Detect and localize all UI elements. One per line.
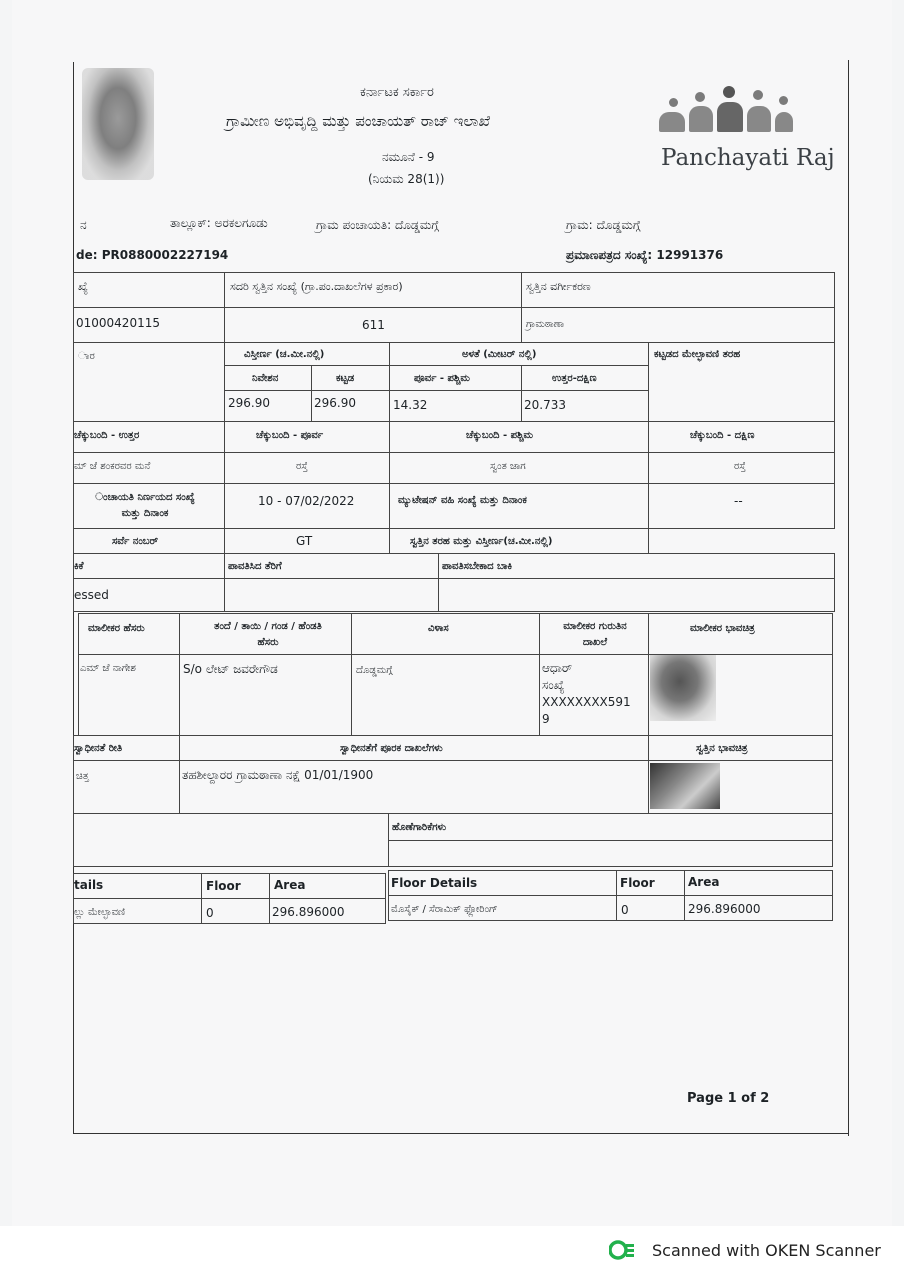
- value-id-doc: ಆಧಾರ್ ಸಂಖ್ಯೆ XXXXXXXX591 9: [542, 661, 631, 726]
- header-building: ಕಟ್ಟಡ: [336, 373, 355, 384]
- gram-panchayat-label: ಗ್ರಾಮ ಪಂಚಾಯತಿ: ದೊಡ್ಡಮಗ್ಗೆ: [316, 218, 439, 232]
- department-title: ಗ್ರಾಮೀಣ ಅಭಿವೃದ್ದಿ ಮತ್ತು ಪಂಚಾಯತ್ ರಾಜ್ ಇಲಾಖೆ: [226, 112, 490, 130]
- value-mutation: --: [734, 494, 743, 508]
- header-property-no: ಖ್ಯೆ: [78, 280, 88, 293]
- form-number: ನಮೂನೆ - 9: [382, 150, 435, 164]
- header-id-doc: ಮಾಲೀಕರ ಗುರುತಿನ ದಾಖಲೆ: [563, 621, 627, 648]
- header-owner-photo: ಮಾಲೀಕರ ಭಾವಚಿತ್ರ: [690, 623, 755, 634]
- header-area-right: Area: [688, 875, 720, 889]
- value-area-left: 296.896000: [272, 905, 345, 919]
- value-north-south: 20.733: [524, 398, 566, 412]
- header-dimensions: ಅಳತೆ (ಮೀಟರ್ ನಲ್ಲಿ): [462, 349, 537, 360]
- header-ownership-docs: ಸ್ವಾಧೀನತೆಗೆ ಪೂರಕ ದಾಖಲೆಗಳು: [340, 743, 443, 754]
- value-classification: ಗ್ರಾಮಠಾಣಾ: [526, 319, 565, 330]
- government-title: ಕರ್ನಾಟಕ ಸರ್ಕಾರ: [360, 85, 434, 100]
- frame-bottom: [73, 1133, 849, 1134]
- value-ownership-docs: ತಹಶೀಲ್ದಾರರ ಗ್ರಾಮಠಾಣಾ ನಕ್ಷೆ 01/01/1900: [182, 768, 374, 782]
- value-asset-no: 611: [362, 318, 385, 332]
- header-mutation: ಮ್ಯುಟೇಷನ್ ವಹಿ ಸಂಖ್ಯೆ ಮತ್ತು ದಿನಾಂಕ: [398, 495, 527, 506]
- value-floor-left: 0: [206, 906, 214, 920]
- header-floor-details-left: tails: [74, 878, 104, 892]
- header-classification: ಸ್ವತ್ತಿನ ವರ್ಗೀಕರಣ: [526, 280, 591, 293]
- header-boundary-east: ಚೆಕ್ಕುಬಂದಿ - ಪೂರ್ವ: [256, 430, 324, 441]
- header-asset-no: ಸದರಿ ಸ್ವತ್ತಿನ ಸಂಖ್ಯೆ (ಗ್ರಾ.ಪಂ.ದಾಖಲೆಗಳ ಪ್ರಕಾರ): [230, 280, 403, 293]
- header-tax-paid: ಪಾವತಿಸಿದ ತೆರಿಗೆ: [228, 561, 282, 572]
- value-property-no: 01000420115: [76, 316, 160, 330]
- header-north-south: ಉತ್ತರ-ದಕ್ಷಿಣ: [552, 373, 597, 384]
- header-area: ವಿಸ್ತೀರ್ಣ (ಚ.ಮೀ.ನಲ್ಲಿ): [244, 349, 325, 360]
- oken-scanner-icon: [609, 1240, 635, 1260]
- panchayati-raj-logo: [655, 78, 835, 178]
- meta-cut-label: ನ: [80, 218, 87, 232]
- value-east-west: 14.32: [393, 398, 428, 412]
- header-floor-right: Floor: [620, 876, 655, 890]
- header-owner-name: ಮಾಲೀಕರ ಹೆಸರು: [88, 623, 145, 634]
- header-survey: ಸರ್ವೆ ನಂಬರ್: [112, 536, 159, 547]
- village-label: ಗ್ರಾಮ: ದೊಡ್ಡಮಗ್ಗೆ: [566, 218, 641, 232]
- header-east-west: ಪೂರ್ವ - ಪಶ್ಚಿಮ: [414, 373, 470, 384]
- header-tax: ಕಿಕೆ: [74, 561, 84, 572]
- header-type: ಾರ: [78, 351, 95, 362]
- header-site: ನಿವೇಶನ: [252, 373, 279, 384]
- rule-number: (ನಿಯಮ 28(1)): [368, 172, 445, 186]
- header-relation-name: ತಂದೆ / ತಾಯಿ / ಗಂಡ / ಹೆಂಡತಿ ಹೆಸರು: [214, 621, 322, 648]
- header-liabilities: ಹೊಣೆಗಾರಿಕೆಗಳು: [392, 822, 447, 833]
- header-tax-due: ಪಾವತಿಸಬೇಕಾದ ಬಾಕಿ: [442, 561, 513, 572]
- header-boundary-west: ಚೆಕ್ಕುಬಂದಿ - ಪಶ್ಚಿಮ: [466, 430, 534, 441]
- header-resolution: ಂಚಾಯತಿ ನಿರ್ಣಯದ ಸಂಖ್ಯೆ ಮತ್ತು ದಿನಾಂಕ: [95, 492, 195, 519]
- value-owner-name: ಎಮ್ ಜೆ ನಾಗೇಶ: [80, 663, 136, 674]
- value-floor-details-right: ಮೊಸೈಕ್ / ಸೆರಾಮಿಕ್ ಫ್ಲೋರಿಂಗ್: [391, 904, 498, 915]
- owner-photo: [650, 655, 716, 721]
- value-address: ದೊಡ್ಡಮಗ್ಗೆ: [356, 665, 393, 676]
- value-boundary-east: ರಸ್ತೆ: [296, 461, 308, 472]
- header-asset-area-type: ಸ್ವತ್ತಿನ ತರಹ ಮತ್ತು ವಿಸ್ತೀರ್ಣ(ಚ.ಮೀ.ನಲ್ಲಿ): [410, 536, 553, 547]
- header-ownership-method: ಸ್ವಾಧೀನತೆ ರೀತಿ: [74, 743, 123, 754]
- header-floor-left: Floor: [206, 879, 241, 893]
- header-boundary-north: ಚೆಕ್ಕುಬಂದಿ - ಉತ್ತರ: [74, 430, 140, 441]
- taluk-label: ತಾಲ್ಲೂಕ್: ಅರಕಲಗೂಡು: [170, 216, 268, 230]
- frame-right: [848, 60, 849, 1136]
- value-tax-status: essed: [74, 588, 109, 602]
- certificate-number: ಪ್ರಮಾಣಪತ್ರದ ಸಂಖ್ಯೆ: 12991376: [566, 248, 724, 262]
- value-boundary-west: ಸ್ವಂತ ಜಾಗ: [490, 461, 526, 472]
- value-boundary-north: ಮ್ ಜೆ ಶಂಕರವರ ಮನೆ: [74, 461, 151, 472]
- cell-h-no: [73, 272, 225, 308]
- property-photo: [650, 763, 720, 809]
- header-roof-type: ಕಟ್ಟಡದ ಮೇಲ್ಛಾವಣಿ ತರಹ: [654, 349, 741, 360]
- value-relation-name: S/o ಲೇಟ್ ಜವರೇಗೌಡ: [183, 662, 278, 676]
- value-floor-right: 0: [621, 903, 629, 917]
- page-number: Page 1 of 2: [687, 1091, 770, 1106]
- header-area-left: Area: [274, 878, 306, 892]
- value-resolution: 10 - 07/02/2022: [258, 494, 355, 508]
- value-ownership-method: ಚಿತ್ತ: [76, 771, 89, 782]
- value-site-area: 296.90: [228, 396, 270, 410]
- header-floor-details-right: Floor Details: [391, 876, 478, 890]
- value-area-right: 296.896000: [688, 902, 761, 916]
- karnataka-emblem: [82, 68, 154, 180]
- property-code: de: PR0880002227194: [76, 248, 229, 262]
- value-boundary-south: ರಸ್ತೆ: [734, 461, 746, 472]
- value-survey: GT: [296, 534, 313, 548]
- header-property-photo: ಸ್ವತ್ತಿನ ಭಾವಚಿತ್ರ: [696, 743, 748, 754]
- value-floor-details-left: ಲ್ಲು ಮೇಲ್ಛಾವಣಿ: [74, 907, 126, 918]
- value-building-area: 296.90: [314, 396, 356, 410]
- header-address: ವಿಳಾಸ: [428, 623, 449, 634]
- header-boundary-south: ಚೆಕ್ಕುಬಂದಿ - ದಕ್ಷಿಣ: [690, 430, 755, 441]
- scanner-credit: Scanned with OKEN Scanner: [652, 1241, 881, 1260]
- brand-name: Panchayati Raj: [661, 145, 835, 171]
